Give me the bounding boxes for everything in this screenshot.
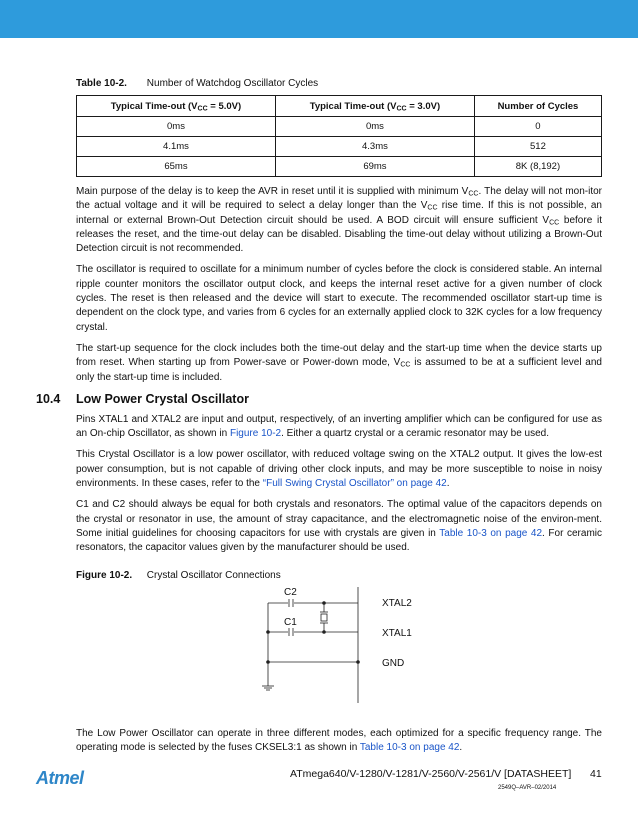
table-cell: 0 bbox=[474, 117, 601, 137]
paragraph-xtal-pins: Pins XTAL1 and XTAL2 are input and output, respectively, of an inverting amplifier which can be configured for use as an On-chip Oscillator, as shown in Figure 10-2. Either a quartz crystal or a ceramic resonator may be used. bbox=[76, 413, 602, 440]
figure-caption-number: Figure 10-2. bbox=[76, 569, 133, 581]
table-caption-text: Number of Watchdog Oscillator Cycles bbox=[146, 78, 319, 89]
paragraph-operating-modes: The Low Power Oscillator can operate in three different modes, each optimized for a specific frequency range. The operating mode is selected by the fuses CKSEL3:1 as shown in Table 10-3 on page 42. bbox=[76, 727, 602, 753]
figure-caption-text: Crystal Oscillator Connections bbox=[146, 569, 281, 581]
column-header: Number of Cycles bbox=[474, 96, 601, 117]
table-row bbox=[77, 117, 602, 137]
junction-dot bbox=[322, 630, 326, 634]
footer-document-number: 2549Q–AVR–02/2014 bbox=[498, 785, 557, 791]
junction-dot bbox=[266, 630, 270, 634]
junction-dot bbox=[356, 660, 360, 664]
footer-document-title: ATmega640/V-1280/V-1281/V-2560/V-2561/V [DATASHEET] bbox=[290, 768, 572, 780]
link-figure-10-2[interactable]: Figure 10-2 bbox=[229, 428, 282, 440]
junction-dot bbox=[266, 660, 270, 664]
label-xtal2: XTAL2 bbox=[382, 597, 412, 609]
table-caption bbox=[76, 78, 602, 89]
paragraph-capacitors: C1 and C2 should always be equal for both crystals and resonators. The optimal value of the capacitors depends on the crystal or resonator in use, the amount of stray capacitance, and the electromagnetic noise of the environ-ment. Some initial guidelines for choosing capacitors for use with crystals are given in Table 10-3 on page 42. For ceramic resonators, the capacitor values given by the manufacturer should be used. bbox=[76, 499, 603, 554]
paragraph-low-power: This Crystal Oscillator is a low power oscillator, with reduced voltage swing on the XTAL2 output. It gives the low-est power consumption, but is not capable of driving other clock inputs, and may be more susceptible to noise in noisy environments. In these cases, refer to the “Full Swing Crystal Oscillator” on page 42. bbox=[76, 449, 602, 490]
table-cell: 8K (8,192) bbox=[474, 157, 601, 177]
table-cell: 0ms bbox=[77, 117, 276, 137]
table-cell: 4.1ms bbox=[77, 137, 276, 157]
paragraph-delay-purpose: Main purpose of the delay is to keep the AVR in reset until it is supplied with minimum $V_{CC}$. The delay will not mon-itor the actual voltage and it will be required to select a delay longer than the $V_{CC}$ rise time. If this is not possible, an internal or external Brown-Out Detection circuit should be used. A BOD circuit will ensure sufficient $V_{CC}$ before it releases the reset, and the time-out delay can be disabled. Disabling the time-out delay without utilizing a Brown-Out Detection circuit is not recommended. bbox=[76, 186, 602, 255]
table-cell: 4.3ms bbox=[275, 137, 474, 157]
link-table-10-3[interactable]: Table 10-3 on page 42 bbox=[359, 741, 460, 753]
paragraph-startup-sequence: The start-up sequence for the clock includes both the time-out delay and the start-up time when the device starts up from reset. When starting up from Power-save or Power-down mode, $V_{CC}$ is assumed to be at a sufficient level and only the start-up time is included. bbox=[76, 342, 602, 383]
column-header: Typical Time-out $(V_{CC} = 3.0V)$ bbox=[275, 96, 474, 117]
header-bar bbox=[0, 0, 638, 38]
table-cell: 69ms bbox=[275, 157, 474, 177]
footer-page-number: 41 bbox=[590, 768, 602, 780]
label-c2: C2 bbox=[284, 586, 297, 598]
link-full-swing-oscillator[interactable]: “Full Swing Crystal Oscillator” on page 42 bbox=[262, 478, 447, 490]
label-c1: C1 bbox=[284, 616, 297, 628]
figure-caption bbox=[76, 570, 602, 581]
table-row bbox=[77, 137, 602, 157]
label-xtal1: XTAL1 bbox=[382, 627, 412, 639]
table-caption-number: Table 10-2. bbox=[76, 78, 127, 89]
section-title: Low Power Crystal Oscillator bbox=[76, 391, 249, 406]
section-number: 10.4 bbox=[36, 391, 61, 406]
page-content bbox=[36, 78, 603, 762]
column-header: Typical Time-out $(V_{CC} = 5.0V)$ bbox=[77, 96, 276, 117]
table-cell: 65ms bbox=[77, 157, 276, 177]
oscillator-circuit bbox=[256, 581, 436, 721]
junction-dot bbox=[322, 601, 326, 605]
watchdog-cycles-table bbox=[76, 95, 602, 177]
link-table-10-3[interactable]: Table 10-3 on page 42 bbox=[439, 527, 543, 539]
crystal-oscillator-diagram bbox=[76, 581, 602, 721]
atmel-logo: Atmel bbox=[36, 768, 84, 788]
paragraph-oscillator-cycles: The oscillator is required to oscillate for a minimum number of cycles before the clock is considered stable. An internal ripple counter monitors the oscillator output clock, and keeps the internal reset active for a given number of clock cycles. The reset is then released and the device will start to execute. The recommended oscillator start-up time is dependent on the clock type, and varies from 6 cycles for an externally applied clock to 32K cycles for a low frequency crystal. bbox=[76, 264, 602, 333]
section-heading bbox=[36, 392, 562, 406]
table-header-row bbox=[77, 96, 602, 117]
table-row bbox=[77, 157, 602, 177]
label-gnd: GND bbox=[382, 657, 405, 669]
crystal-body bbox=[321, 614, 327, 621]
table-cell: 512 bbox=[474, 137, 601, 157]
table-cell: 0ms bbox=[275, 117, 474, 137]
